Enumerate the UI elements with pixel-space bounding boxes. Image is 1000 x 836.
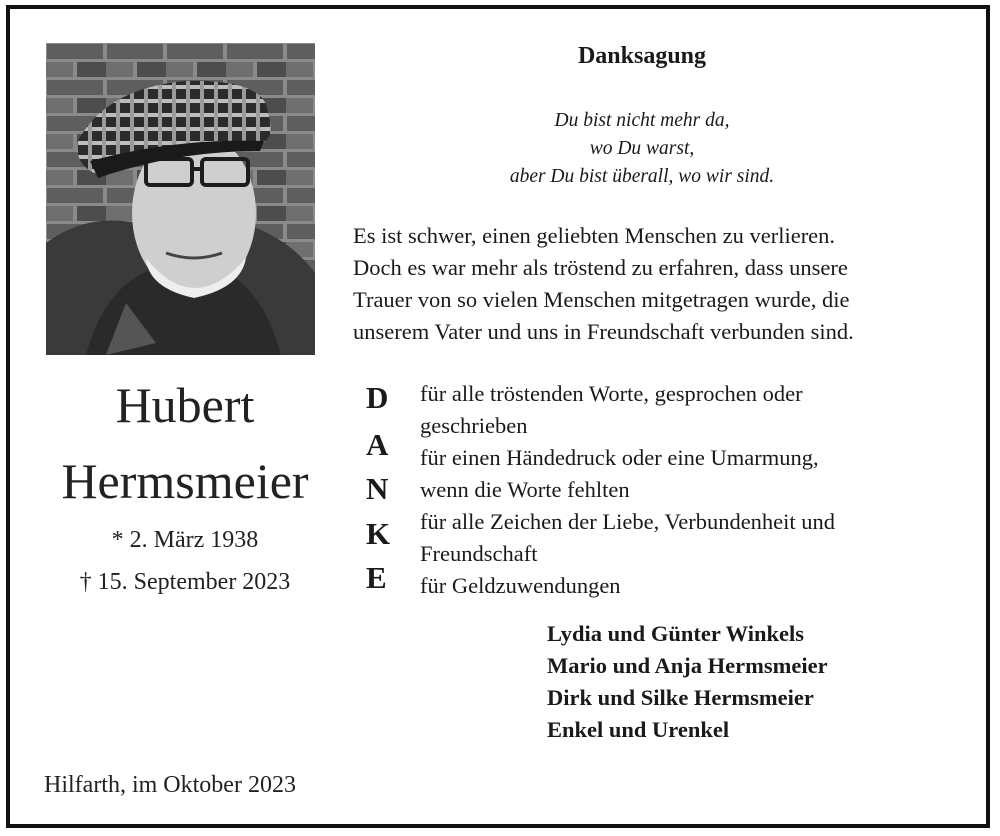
danke-letter: E xyxy=(366,560,387,595)
deceased-last-name: Hermsmeier xyxy=(61,453,309,509)
danke-line: wenn die Worte fehlten xyxy=(420,477,630,502)
intro-line: Es ist schwer, einen geliebten Menschen zu verlieren. xyxy=(353,223,836,248)
signer: Lydia und Günter Winkels xyxy=(547,621,804,646)
danke-letter: N xyxy=(366,471,389,506)
signers-list xyxy=(547,618,828,746)
signer: Dirk und Silke Hermsmeier xyxy=(547,685,814,710)
intro-line: Doch es war mehr als tröstend zu erfahren, dass unsere xyxy=(353,255,848,280)
poem xyxy=(342,107,942,191)
danke-letter: D xyxy=(366,380,389,415)
poem-line: Du bist nicht mehr da, xyxy=(554,110,730,131)
deceased-first-name: Hubert xyxy=(115,377,255,433)
danke-letter: A xyxy=(366,427,389,462)
danke-line: Freundschaft xyxy=(420,541,538,566)
danke-reasons xyxy=(420,378,980,602)
signer: Enkel und Urenkel xyxy=(547,717,730,742)
death-date: † 15. September 2023 xyxy=(79,569,291,595)
birth-date: * 2. März 1938 xyxy=(111,527,259,553)
danke-letter: K xyxy=(366,516,391,551)
danke-line: für einen Händedruck oder eine Umarmung, xyxy=(420,445,819,470)
obituary-card xyxy=(6,5,990,828)
danke-line: für Geldzuwendungen xyxy=(420,573,621,598)
signer: Mario und Anja Hermsmeier xyxy=(547,653,828,678)
poem-line: aber Du bist überall, wo wir sind. xyxy=(509,166,775,187)
danke-line: für alle Zeichen der Liebe, Verbundenheit und xyxy=(420,509,836,534)
portrait-photo xyxy=(46,43,315,355)
intro-line: Trauer von so vielen Menschen mitgetragen wurde, die xyxy=(353,287,850,312)
intro-paragraph xyxy=(353,220,973,348)
place-date: Hilfarth, im Oktober 2023 xyxy=(44,772,296,798)
thanks-heading: Danksagung xyxy=(577,43,707,69)
poem-line: wo Du warst, xyxy=(589,138,695,159)
danke-line: geschrieben xyxy=(420,413,528,438)
intro-line: unserem Vater und uns in Freundschaft verbunden sind. xyxy=(353,319,854,344)
danke-line: für alle tröstenden Worte, gesprochen oder xyxy=(420,381,803,406)
